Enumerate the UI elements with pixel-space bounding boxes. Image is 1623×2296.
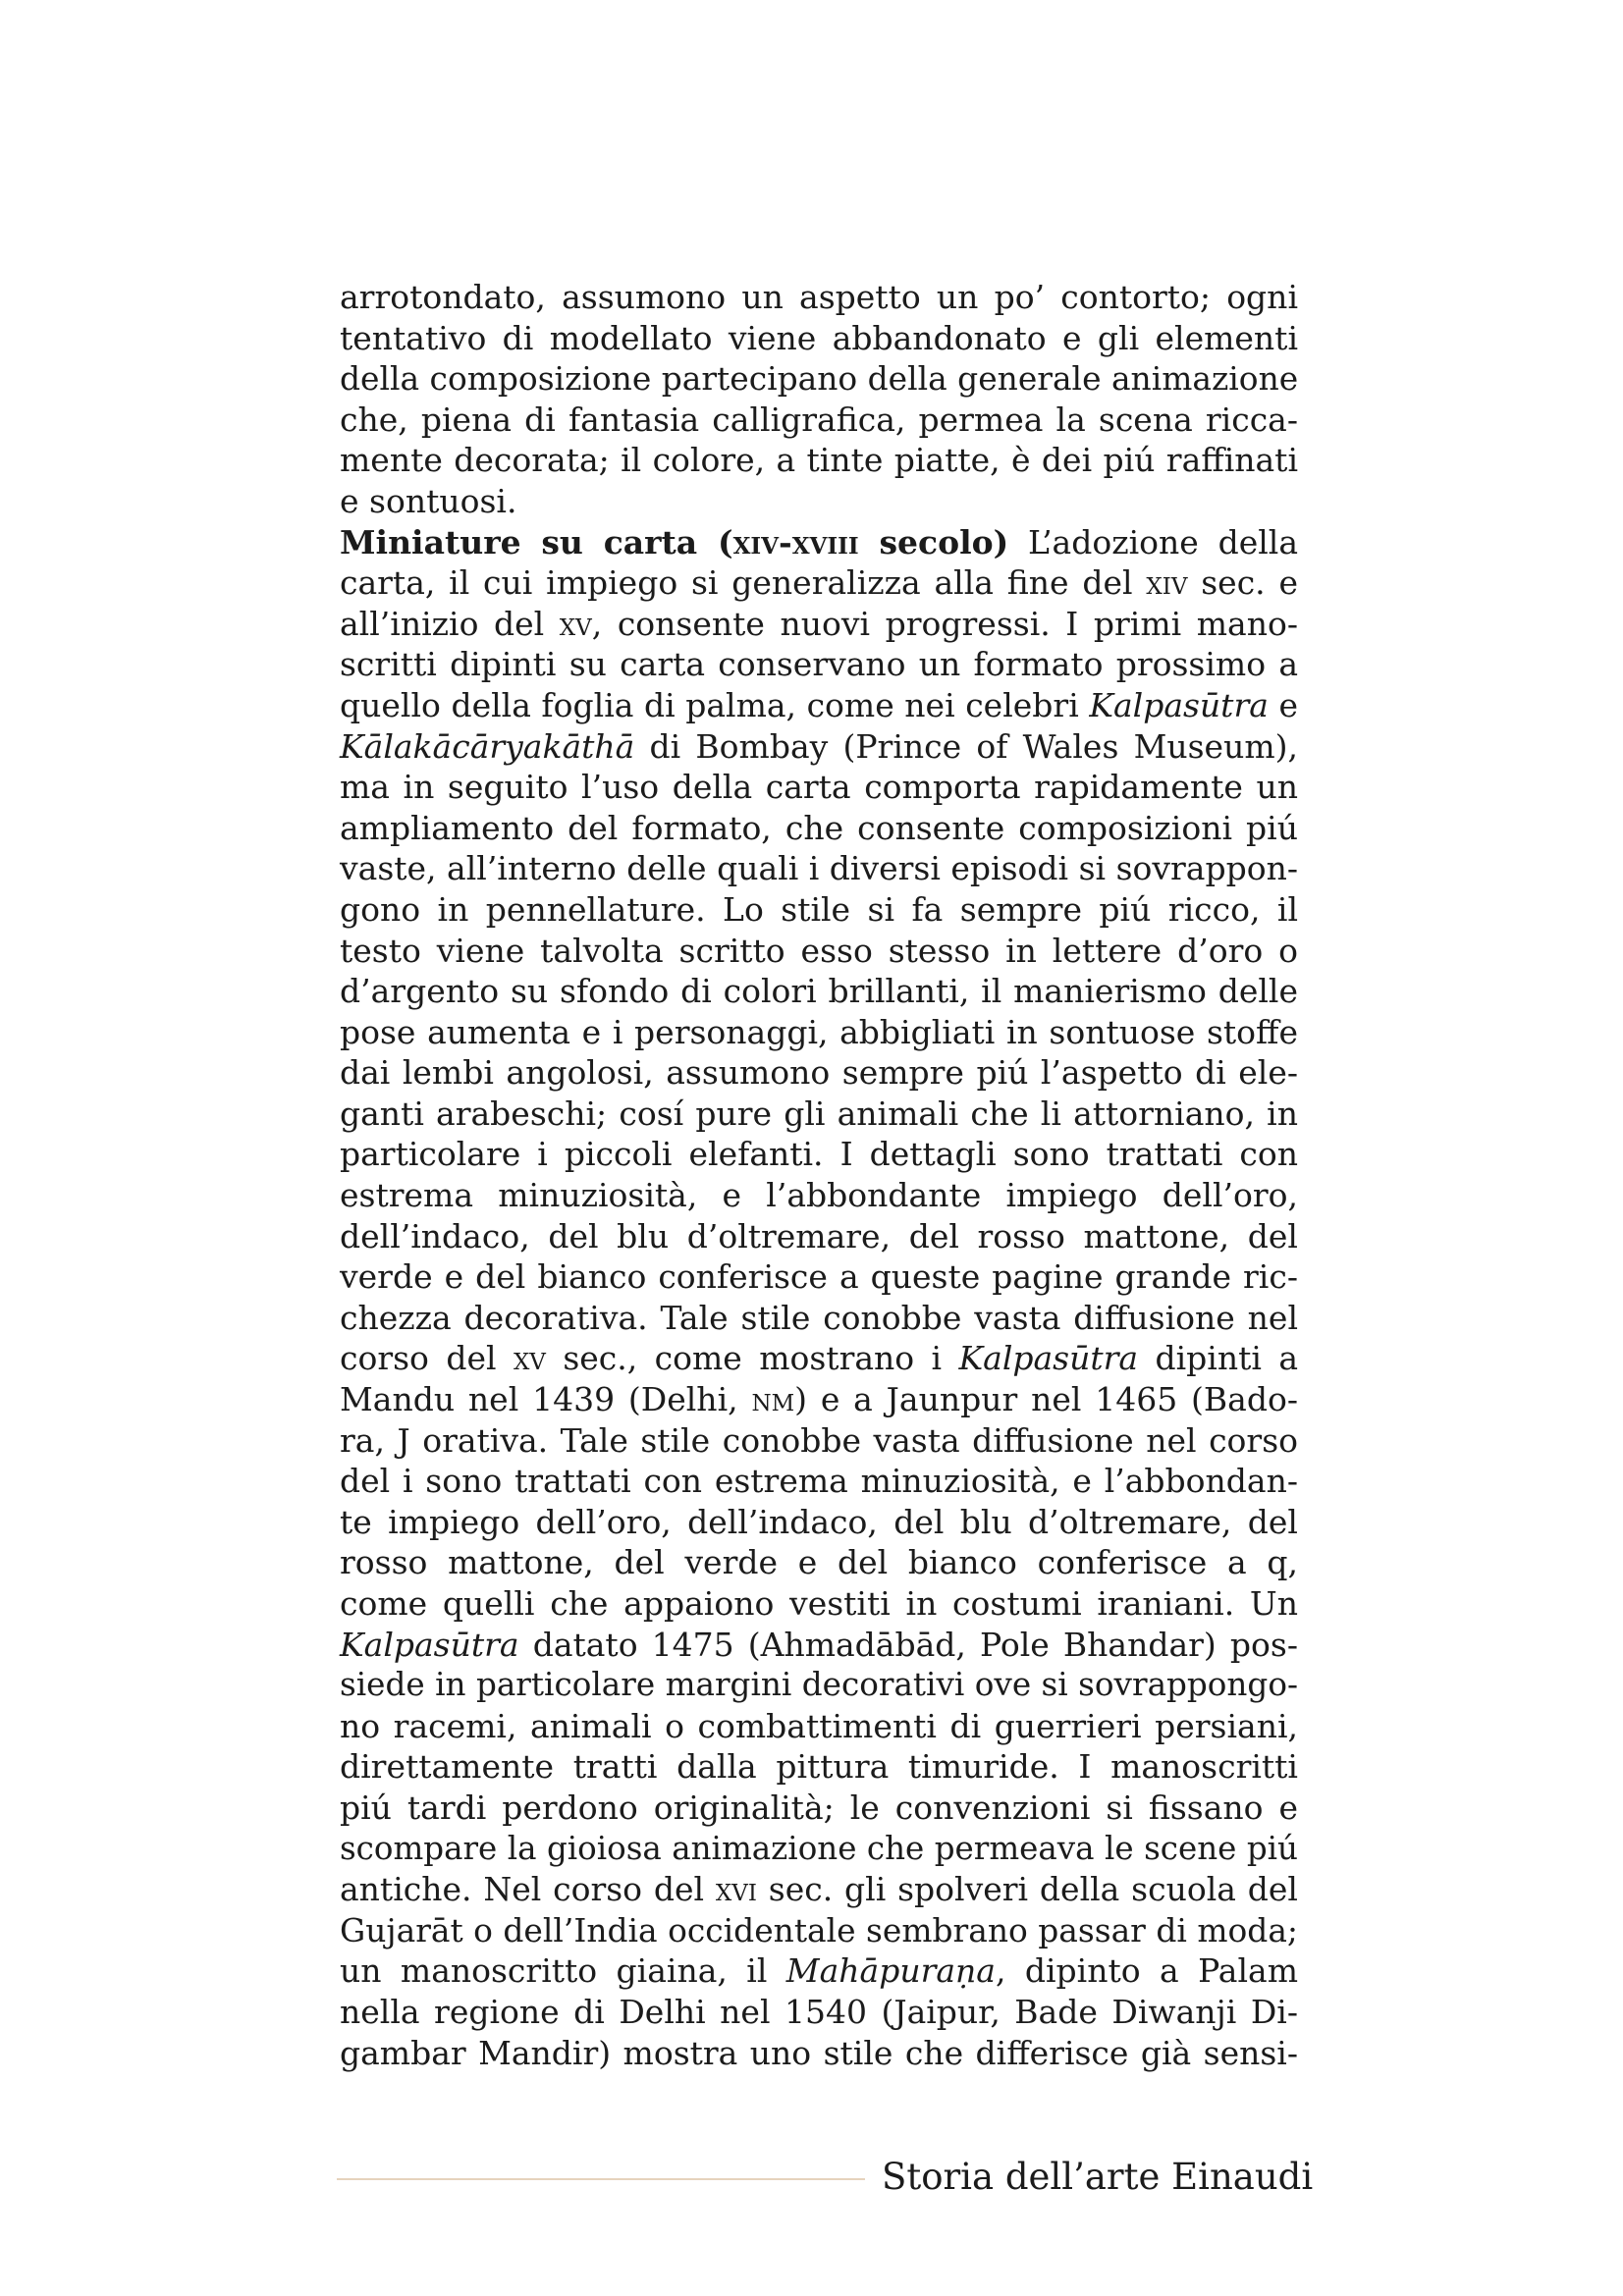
text-run: del i sono trattati con estrema minuziosità, e l’abbondan- xyxy=(340,1462,1298,1501)
text-run: dipinti a xyxy=(1138,1339,1298,1378)
text-run: Miniature su carta ( xyxy=(340,522,733,561)
text-line xyxy=(340,685,1298,726)
text-run: rosso mattone, del verde e del bianco conferisce a q, xyxy=(340,1543,1298,1582)
text-run: sec., come mostrano i xyxy=(545,1339,959,1378)
text-line xyxy=(340,1950,1298,1992)
text-run: ) e a Jaunpur nel 1465 (Bado- xyxy=(794,1380,1298,1419)
text-line xyxy=(340,1625,1298,1666)
text-line xyxy=(340,1298,1298,1339)
text-run: dai lembi angolosi, assumono sempre piú l’aspetto di ele- xyxy=(340,1053,1298,1093)
text-line xyxy=(340,1420,1298,1462)
text-run: Kālakācāryakāthā xyxy=(340,726,635,766)
text-run: scritti dipinti su carta conservano un formato prossimo a xyxy=(340,645,1298,684)
text-run: gono in pennellature. Lo stile si fa sempre piú ricco, il xyxy=(340,889,1298,929)
text-run: ganti arabeschi; cosí pure gli animali che li attorniano, in xyxy=(340,1094,1298,1133)
text-line xyxy=(340,2033,1298,2074)
text-line xyxy=(340,1094,1298,1135)
text-run: come quelli che appaiono vestiti in costumi iraniani. Un xyxy=(340,1584,1298,1623)
text-run: , dipinto a Palam xyxy=(995,1951,1298,1991)
text-run: Kalpasūtra xyxy=(340,1625,519,1664)
text-line xyxy=(340,1338,1298,1379)
text-run: no racemi, animali o combattimenti di guerrieri persiani, xyxy=(340,1706,1298,1745)
text-line xyxy=(340,1256,1298,1298)
text-run: arrotondato, assumono un aspetto un po’ contorto; ogni xyxy=(340,278,1298,316)
text-line xyxy=(340,1583,1298,1625)
text-line xyxy=(340,1542,1298,1583)
text-run: Gujarāt o dell’India occidentale sembrano passar di moda; xyxy=(340,1910,1298,1949)
text-line xyxy=(340,808,1298,849)
text-run: gambar Mandir) mostra uno stile che differisce già sensi- xyxy=(340,2033,1298,2072)
text-run: e xyxy=(1268,685,1298,724)
text-line xyxy=(340,1706,1298,1747)
body-text xyxy=(340,277,1298,2073)
text-run: all’inizio del xyxy=(340,604,560,643)
text-run: nella regione di Delhi nel 1540 (Jaipur, Bade Diwanji Di- xyxy=(340,1992,1298,2031)
text-line xyxy=(340,889,1298,931)
text-line xyxy=(340,1134,1298,1175)
text-line xyxy=(340,1869,1298,1910)
text-run: xiv-xviii xyxy=(732,522,859,561)
text-run: L’adozione della xyxy=(1008,522,1299,561)
text-run: datato 1475 (Ahmadābād, Pole Bhandar) pos- xyxy=(518,1625,1298,1664)
text-run: xv xyxy=(559,604,592,643)
text-run: siede in particolare margini decorativi ove si sovrappongo- xyxy=(340,1666,1298,1704)
text-run: mente decorata; il colore, a tinte piatte, è dei piú raffinati xyxy=(340,441,1298,480)
text-line xyxy=(340,1502,1298,1543)
text-run: tentativo di modellato viene abbandonato e gli elementi xyxy=(340,318,1298,357)
text-line xyxy=(340,848,1298,889)
text-run: che, piena di fantasia calligrafica, permea la scena ricca- xyxy=(340,400,1298,439)
footer-title: Storia dell’arte Einaudi xyxy=(882,2156,1314,2198)
text-line xyxy=(340,604,1298,645)
text-line xyxy=(340,1216,1298,1257)
text-run: corso del xyxy=(340,1339,514,1378)
text-run: verde e del bianco conferisce a queste pagine grande ric- xyxy=(340,1257,1298,1297)
text-line xyxy=(340,277,1298,318)
text-run: direttamente tratti dalla pittura timuride. I manoscritti xyxy=(340,1747,1298,1787)
text-run: particolare i piccoli elefanti. I dettagli sono trattati con xyxy=(340,1135,1298,1174)
text-run: piú tardi perdono originalità; le convenzioni si fissano e xyxy=(340,1788,1298,1827)
text-line xyxy=(340,644,1298,685)
text-line xyxy=(340,931,1298,972)
text-run: testo viene talvolta scritto esso stesso in lettere d’oro o xyxy=(340,931,1298,970)
text-run: antiche. Nel corso del xyxy=(340,1870,716,1909)
text-run: vaste, all’interno delle quali i diversi episodi si sovrappon- xyxy=(340,849,1298,888)
text-run: chezza decorativa. Tale stile conobbe vasta diffusione nel xyxy=(340,1298,1298,1337)
text-run: , consente nuovi progressi. I primi mano- xyxy=(591,604,1298,643)
text-line xyxy=(340,358,1298,400)
text-run: Kalpasūtra xyxy=(1089,685,1269,724)
text-line xyxy=(340,522,1298,563)
text-line xyxy=(340,726,1298,768)
text-run: Mahāpuraṇa xyxy=(785,1951,996,1991)
text-line xyxy=(340,1052,1298,1094)
text-line xyxy=(340,971,1298,1012)
text-run: e sontuosi. xyxy=(340,481,517,520)
text-line xyxy=(340,1829,1298,1870)
text-run: scompare la gioiosa animazione che permeava le scene piú xyxy=(340,1829,1298,1867)
text-line xyxy=(340,1746,1298,1788)
text-run: d’argento su sfondo di colori brillanti, il manierismo delle xyxy=(340,972,1298,1011)
text-line xyxy=(340,1665,1298,1706)
text-line xyxy=(340,767,1298,808)
text-run: pose aumenta e i personaggi, abbigliati in sontuose stoffe xyxy=(340,1012,1298,1051)
text-run: ra, J orativa. Tale stile conobbe vasta diffusione nel corso xyxy=(340,1420,1298,1460)
text-line xyxy=(340,1788,1298,1829)
text-run: xiv xyxy=(1146,563,1188,603)
text-run: di Bombay (Prince of Wales Museum), xyxy=(634,726,1298,766)
text-run: della composizione partecipano della generale animazione xyxy=(340,359,1299,399)
text-line xyxy=(340,562,1298,604)
text-run: sec. gli spolveri della scuola del xyxy=(756,1870,1298,1909)
text-run: xvi xyxy=(715,1870,757,1909)
text-line xyxy=(340,1461,1298,1502)
text-line xyxy=(340,1910,1298,1951)
text-run: Kalpasūtra xyxy=(958,1339,1139,1378)
text-run: quello della foglia di palma, come nei celebri xyxy=(340,685,1090,724)
text-run: carta, il cui impiego si generalizza alla fine del xyxy=(340,563,1147,603)
text-run: ampliamento del formato, che consente composizioni piú xyxy=(340,808,1298,847)
text-run: te impiego dell’oro, dell’indaco, del blu d’oltremare, del xyxy=(340,1502,1298,1541)
text-run: ma in seguito l’uso della carta comporta rapidamente un xyxy=(340,768,1298,807)
text-line xyxy=(340,1379,1298,1420)
text-line xyxy=(340,440,1298,481)
text-run: Mandu nel 1439 (Delhi, xyxy=(340,1380,752,1419)
text-line xyxy=(340,1175,1298,1216)
text-run: nm xyxy=(751,1380,795,1419)
text-line xyxy=(340,318,1298,359)
text-run: secolo) xyxy=(858,522,1009,561)
text-run: estrema minuziosità, e l’abbondante impiego dell’oro, xyxy=(340,1176,1298,1215)
footer-rule xyxy=(337,2178,865,2180)
text-line xyxy=(340,1992,1298,2033)
text-run: xv xyxy=(513,1339,546,1378)
text-line xyxy=(340,481,1298,522)
text-run: dell’indaco, del blu d’oltremare, del rosso mattone, del xyxy=(340,1216,1298,1255)
text-line xyxy=(340,1012,1298,1053)
text-run: un manoscritto giaina, il xyxy=(340,1951,786,1991)
text-line xyxy=(340,400,1298,441)
text-run: sec. e xyxy=(1187,563,1298,603)
